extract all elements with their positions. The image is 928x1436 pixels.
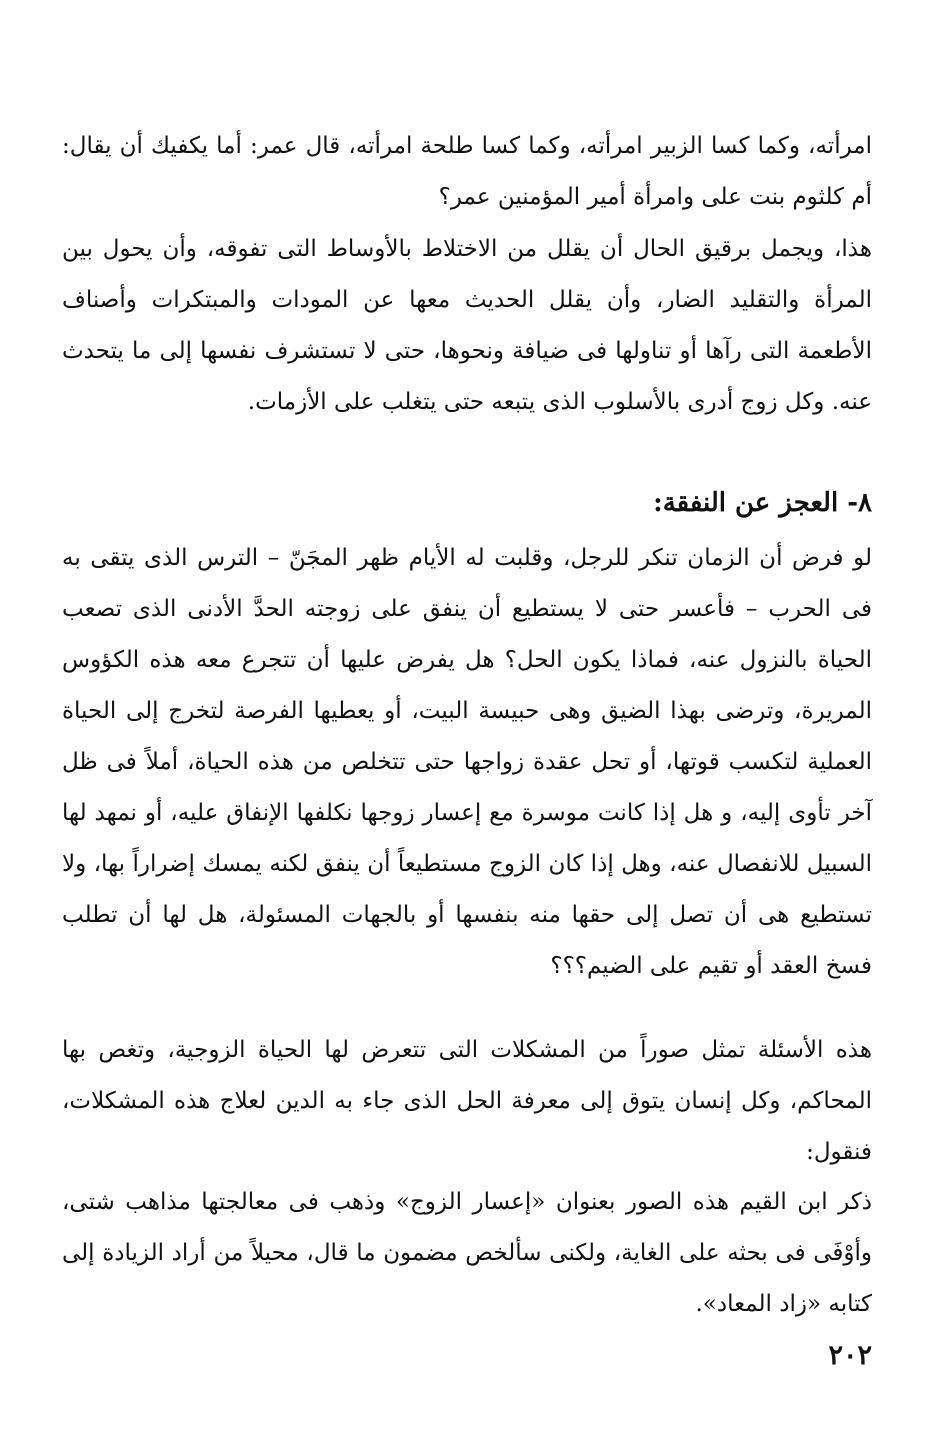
paragraph-inability-to-provide: لو فرض أن الزمان تنكر للرجل، وقلبت له الأيام ظهر المجَنّ – الترس الذى يتقى به فى الحرب – فأعسر حتى لا يستطيع أن ينفق على زوجته الحدَّ الأدنى الذى تصعب الحياة بالنزول عنه، فماذا يكون الحل؟ هل يفرض عليها أن تتجرع معه هذه الكؤوس المريرة، وترضى بهذا الضيق وهى حبيسة البيت، أو يعطيها الفرصة لتخرج إلى الحياة العملية لتكسب قوتها، أو تحل عقدة زواجها حتى تتخلص من هذه الحياة، أملاً فى ظل آخر تأوى إليه، و هل إذا كانت موسرة مع إعسار زوجها نكلفها الإنفاق عليه، أو نمهد لها السبيل للانفصال عنه، وهل إذا كان الزوج مستطيعاً أن ينفق لكنه يمسك إضراراً بها، ولا تستطيع هى أن تصل إلى حقها منه بنفسها أو بالجهات المسئولة، هل لها أن تطلب فسخ العقد أو تقيم على الضيم؟؟؟ xyxy=(62,545,872,979)
page-number: ٢٠٢ xyxy=(828,1340,872,1371)
paragraph-modest-husband-advice: هذا، ويجمل برقيق الحال أن يقلل من الاختلاط بالأوساط التى تفوقه، وأن يحول بين المرأة والتقليد الضار، وأن يقلل الحديث معها عن المودات والمبتكرات وأصناف الأطعمة التى رآها أو تناولها فى ضيافة ونحوها، حتى لا تستشرف نفسها إلى ما يتحدث عنه. وكل زوج أدرى بالأسلوب الذى يتبعه حتى يتغلب على الأزمات. xyxy=(62,236,872,415)
section-heading: ٨- العجز عن النفقة: xyxy=(653,488,872,518)
paragraph-ibn-qayyim-reference: ذكر ابن القيم هذه الصور بعنوان «إعسار الزوج» وذهب فى معالجتها مذاهب شتى، وأوْفَى فى بحثه على الغاية، ولكنى سألخص مضمون ما قال، محيلاً من أراد الزيادة إلى كتابه «زاد المعاد». xyxy=(62,1189,872,1317)
paragraph-questions-summary: هذه الأسئلة تمثل صوراً من المشكلات التى تتعرض لها الحياة الزوجية، وتغص بها المحاكم، وكل إنسان يتوق إلى معرفة الحل الذى جاء به الدين لعلاج هذه المشكلات، فنقول: xyxy=(62,1037,872,1165)
paragraph-continuation: امرأته، وكما كسا الزبير امرأته، وكما كسا طلحة امرأته، قال عمر: أما يكفيك أن يقال: أم كلثوم بنت على وامرأة أمير المؤمنين عمر؟ xyxy=(62,133,872,210)
